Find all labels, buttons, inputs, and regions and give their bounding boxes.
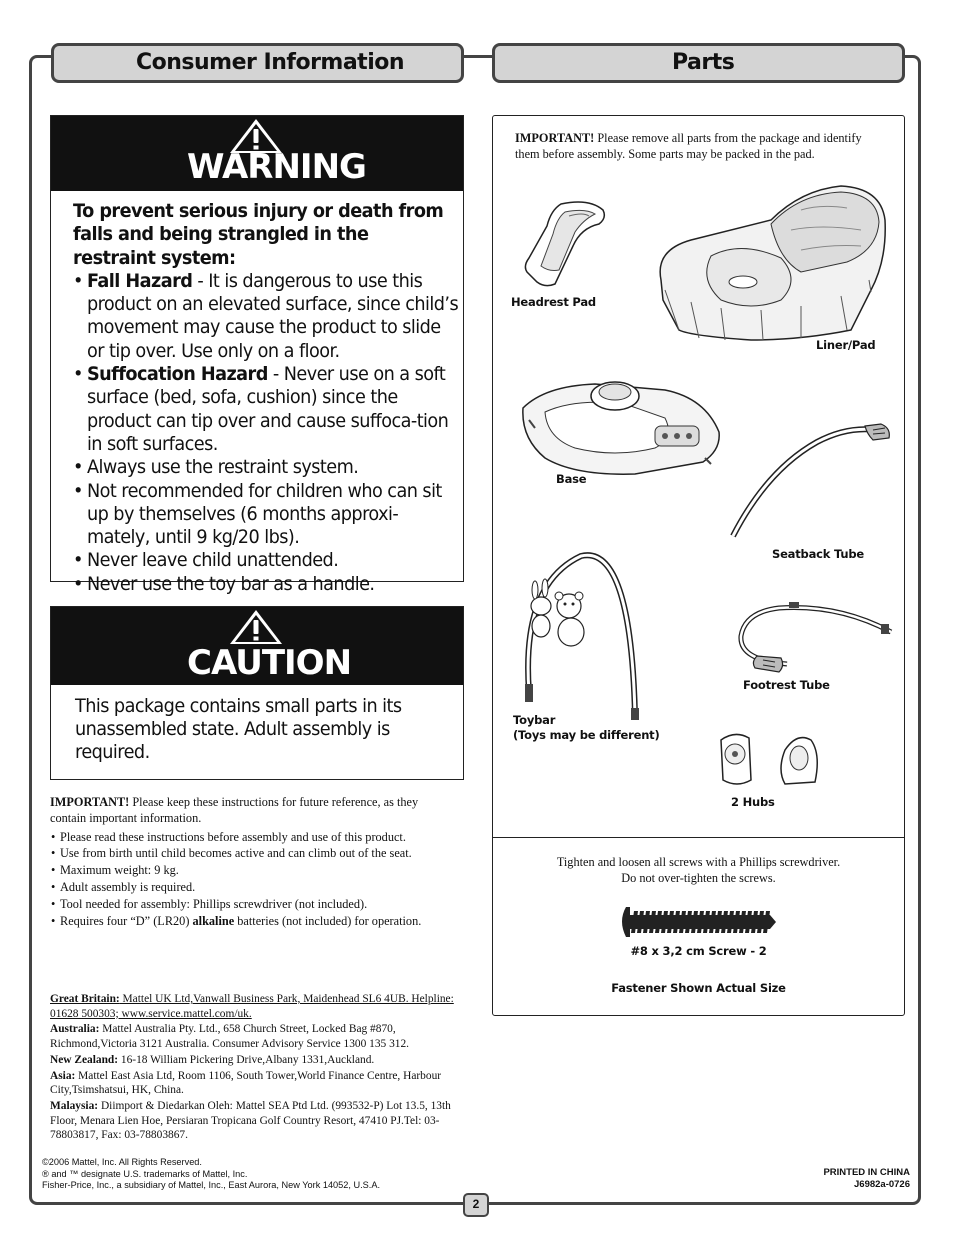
caution-banner [51, 607, 463, 685]
suffocation-hazard-label: Suffocation Hazard [86, 363, 268, 386]
address-text: Mattel East Asia Ltd, Room 1106, South Tower,World Finance Centre, Harbour City,Tsimshatsui, HK, China. [50, 1069, 442, 1097]
base-illustration [515, 368, 725, 483]
address-text: 16-18 William Pickering Drive,Albany 1331,Auckland. [118, 1053, 375, 1066]
warning-item [73, 270, 459, 363]
legal-notice [42, 1157, 380, 1192]
warning-intro: To prevent serious injury or death from falls and being strangled in the restraint system: [73, 200, 444, 269]
liner-pad-label: Liner/Pad [816, 338, 876, 352]
address-great-britain [50, 992, 460, 1021]
important-label: IMPORTANT! [50, 795, 130, 809]
battery-pre: Requires four “D” (LR20) [60, 913, 193, 928]
parts-header: Parts [492, 43, 905, 83]
info-item: • Adult assembly is required. [50, 880, 450, 896]
warning-item: • Never leave child unattended. [73, 549, 459, 572]
address-text: Diimport & Diedarkan Oleh: Mattel SEA Ptd Ltd. (993532-P) Lot 13.5, 13th Floor, Menara Lien Hoe, Persiaran Tropicana Golf Country Resort, 47410 PJ.Tel: 03-78803817, Fax: 03-78803867. [50, 1099, 451, 1142]
battery-bold: alkaline [192, 913, 235, 928]
info-item: • Please read these instructions before assembly and use of this product. [50, 830, 450, 846]
address-label: Malaysia: [50, 1099, 99, 1112]
hubs-illustration [715, 730, 825, 790]
address-list [50, 992, 460, 1144]
footrest-tube-label: Footrest Tube [743, 678, 830, 692]
parts-divider [493, 837, 904, 838]
fall-hazard-text: - It is dangerous to use this product on an elevated surface, since child’s movement may cause the product to slide or tip over. Use only on a floor. [86, 269, 459, 362]
address-label: Great Britain: [50, 993, 120, 1005]
fall-hazard-label: Fall Hazard [86, 269, 193, 292]
seatback-tube-label: Seatback Tube [772, 547, 864, 561]
toybar-note: (Toys may be different) [513, 728, 660, 742]
parts-important-label: IMPORTANT! [515, 131, 595, 145]
parts-important-text: Please remove all parts from the package and identify them before assembly. Some parts may be packed in the pad. [515, 131, 862, 161]
warning-title: WARNING [187, 147, 366, 187]
info-item: • Maximum weight: 9 kg. [50, 863, 450, 879]
caution-text: This package contains small parts in its unassembled state. Adult assembly is required. [75, 695, 402, 763]
legal-line: Fisher-Price, Inc., a subsidiary of Mattel, Inc., East Aurora, New York 14052, U.S.A. [42, 1180, 381, 1190]
toybar-name: Toybar [513, 713, 556, 727]
fastener-label: Fastener Shown Actual Size [611, 981, 786, 995]
caution-box [50, 606, 464, 780]
warning-list [73, 269, 459, 596]
warning-banner [51, 116, 463, 191]
warning-item: • Always use the restraint system. [73, 456, 459, 479]
legal-line: ©2006 Mattel, Inc. All Rights Reserved. [42, 1157, 202, 1167]
printed-in [823, 1167, 910, 1190]
screw-label: #8 x 3,2 cm Screw - 2 [630, 944, 767, 958]
address-label: Asia: [50, 1069, 76, 1082]
printed-line: PRINTED IN CHINA [823, 1167, 910, 1178]
footrest-tube-illustration [729, 602, 899, 674]
info-item: • Use from birth until child becomes active and can climb out of the seat. [50, 846, 450, 862]
caution-triangle-icon [229, 609, 283, 645]
product-code: J6982a-0726 [854, 1178, 910, 1190]
headrest-pad-label: Headrest Pad [511, 295, 596, 309]
screw-note-line: Tighten and loosen all screws with a Phillips screwdriver. [556, 855, 841, 869]
warning-item: • Not recommended for children who can sit up by themselves (6 months approxi-mately, until 9 kg/20 lbs). [73, 480, 459, 550]
info-list [50, 830, 450, 930]
page-number: 2 [463, 1193, 489, 1217]
address-label: Australia: [50, 1023, 100, 1036]
toybar-illustration [511, 544, 651, 724]
toybar-label [513, 713, 660, 743]
warning-item [73, 363, 459, 456]
screw-icon [616, 905, 776, 939]
parts-panel [492, 115, 905, 1016]
screw-note-line: Do not over-tighten the screws. [621, 871, 776, 885]
warning-body [73, 200, 459, 596]
address-text: Mattel UK Ltd,Vanwall Business Park, Maidenhead SL6 4UB. Helpline: 01628 500303; www.service.mattel.com/uk. [50, 993, 454, 1020]
warning-box [50, 115, 464, 595]
caution-title: CAUTION [187, 643, 352, 683]
info-item: • Tool needed for assembly: Phillips screwdriver (not included). [50, 897, 450, 913]
address-australia [50, 1022, 460, 1051]
address-label: New Zealand: [50, 1053, 119, 1066]
hubs-label: 2 Hubs [731, 795, 775, 809]
info-item [50, 914, 450, 930]
suffocation-hazard-text: - Never use on a soft surface (bed, sofa, cushion) since the product can tip over and cause suffoca-tion in soft surfaces. [86, 363, 449, 455]
address-new-zealand [50, 1053, 460, 1068]
warning-item: • Never use the toy bar as a handle. [73, 573, 459, 596]
important-info [50, 795, 450, 930]
address-asia [50, 1069, 460, 1098]
liner-pad-illustration [651, 180, 891, 350]
headrest-pad-illustration [519, 196, 609, 288]
seatback-tube-illustration [727, 420, 897, 540]
base-label: Base [556, 472, 587, 486]
important-paragraph [50, 795, 450, 827]
screw-instructions [493, 854, 904, 886]
address-text: Mattel Australia Pty. Ltd., 658 Church Street, Locked Bag #870, Richmond,Victoria 3121 Australia. Consumer Advisory Service 1300 135 312. [50, 1023, 410, 1051]
legal-line: ® and ™ designate U.S. trademarks of Mattel, Inc. [42, 1168, 248, 1179]
important-text: Please keep these instructions for future reference, as they contain important information. [50, 795, 419, 825]
parts-important-note [515, 131, 880, 162]
battery-post: batteries (not included) for operation. [234, 913, 422, 928]
address-malaysia [50, 1099, 460, 1143]
consumer-information-header: Consumer Information [51, 43, 464, 83]
